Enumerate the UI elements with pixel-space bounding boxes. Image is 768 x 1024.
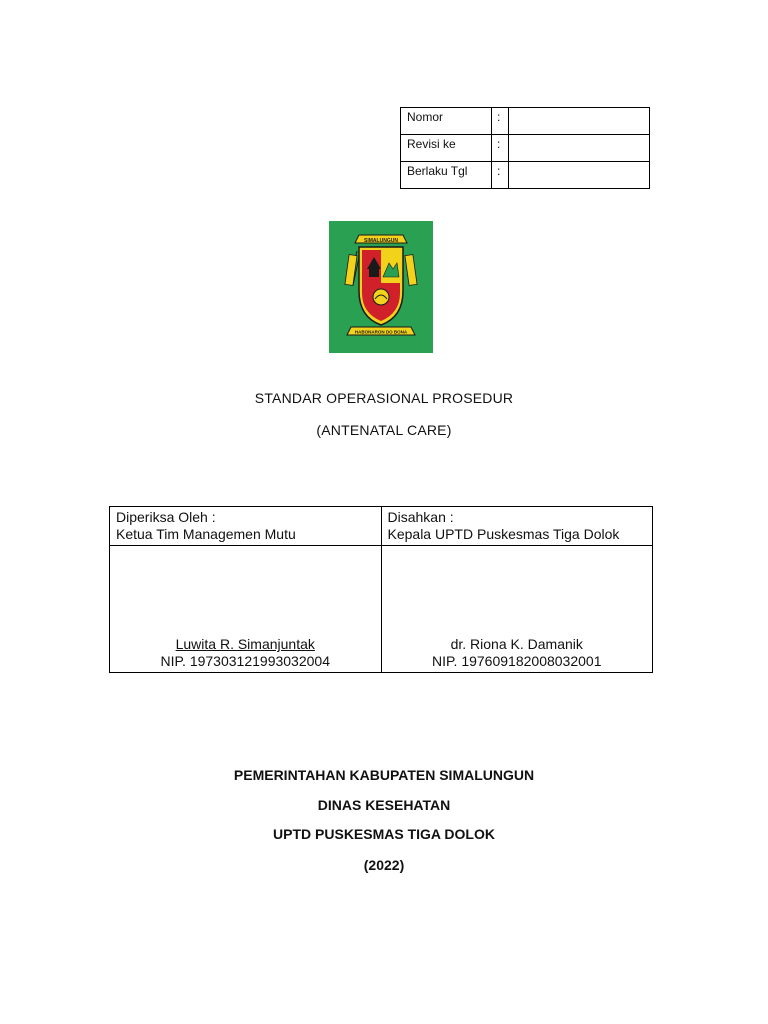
meta-row-nomor — [401, 108, 650, 135]
document-subtitle: (ANTENATAL CARE) — [316, 422, 452, 438]
reviewer-name: Luwita R. Simanjuntak — [175, 636, 315, 652]
approver-role: Kepala UPTD Puskesmas Tiga Dolok — [387, 526, 620, 542]
meta-colon: : — [492, 108, 509, 135]
approval-header-row — [110, 507, 653, 546]
meta-row-revisi — [401, 135, 650, 162]
meta-row-berlaku — [401, 162, 650, 189]
footer-unit: UPTD PUSKESMAS TIGA DOLOK — [273, 826, 495, 842]
reviewer-nip: NIP. 197303121993032004 — [160, 653, 330, 669]
footer-department: DINAS KESEHATAN — [317, 797, 451, 813]
footer-government: PEMERINTAHAN KABUPATEN SIMALUNGUN — [233, 767, 535, 783]
logo-banner-bottom: HABONARON DO BONA — [354, 329, 408, 335]
meta-value-berlaku — [509, 162, 650, 189]
document-meta-table — [400, 107, 650, 189]
meta-label: Revisi ke — [401, 135, 492, 162]
approver-signature-cell — [381, 546, 653, 673]
approval-signature-row — [110, 546, 653, 673]
approver-name: dr. Riona K. Damanik — [450, 636, 583, 652]
approver-nip: NIP. 197609182008032001 — [432, 653, 602, 669]
approver-signature-block — [382, 636, 653, 670]
reviewer-role: Ketua Tim Managemen Mutu — [116, 526, 296, 542]
simalungun-logo — [329, 221, 433, 353]
meta-colon: : — [492, 162, 509, 189]
footer-year: (2022) — [363, 857, 405, 873]
meta-value-revisi — [509, 135, 650, 162]
approval-left-header — [110, 507, 382, 546]
logo-banner-top: SIMALUNGUN — [364, 238, 398, 244]
coat-of-arms-icon — [329, 221, 433, 353]
approver-heading: Disahkan : — [387, 509, 454, 525]
approval-table — [109, 506, 653, 673]
reviewer-signature-block — [110, 636, 381, 670]
document-title: STANDAR OPERASIONAL PROSEDUR — [254, 390, 514, 406]
meta-colon: : — [492, 135, 509, 162]
meta-value-nomor — [509, 108, 650, 135]
meta-label: Berlaku Tgl — [401, 162, 492, 189]
reviewer-heading: Diperiksa Oleh : — [116, 509, 216, 525]
meta-label: Nomor — [401, 108, 492, 135]
reviewer-signature-cell — [110, 546, 382, 673]
approval-right-header — [381, 507, 653, 546]
